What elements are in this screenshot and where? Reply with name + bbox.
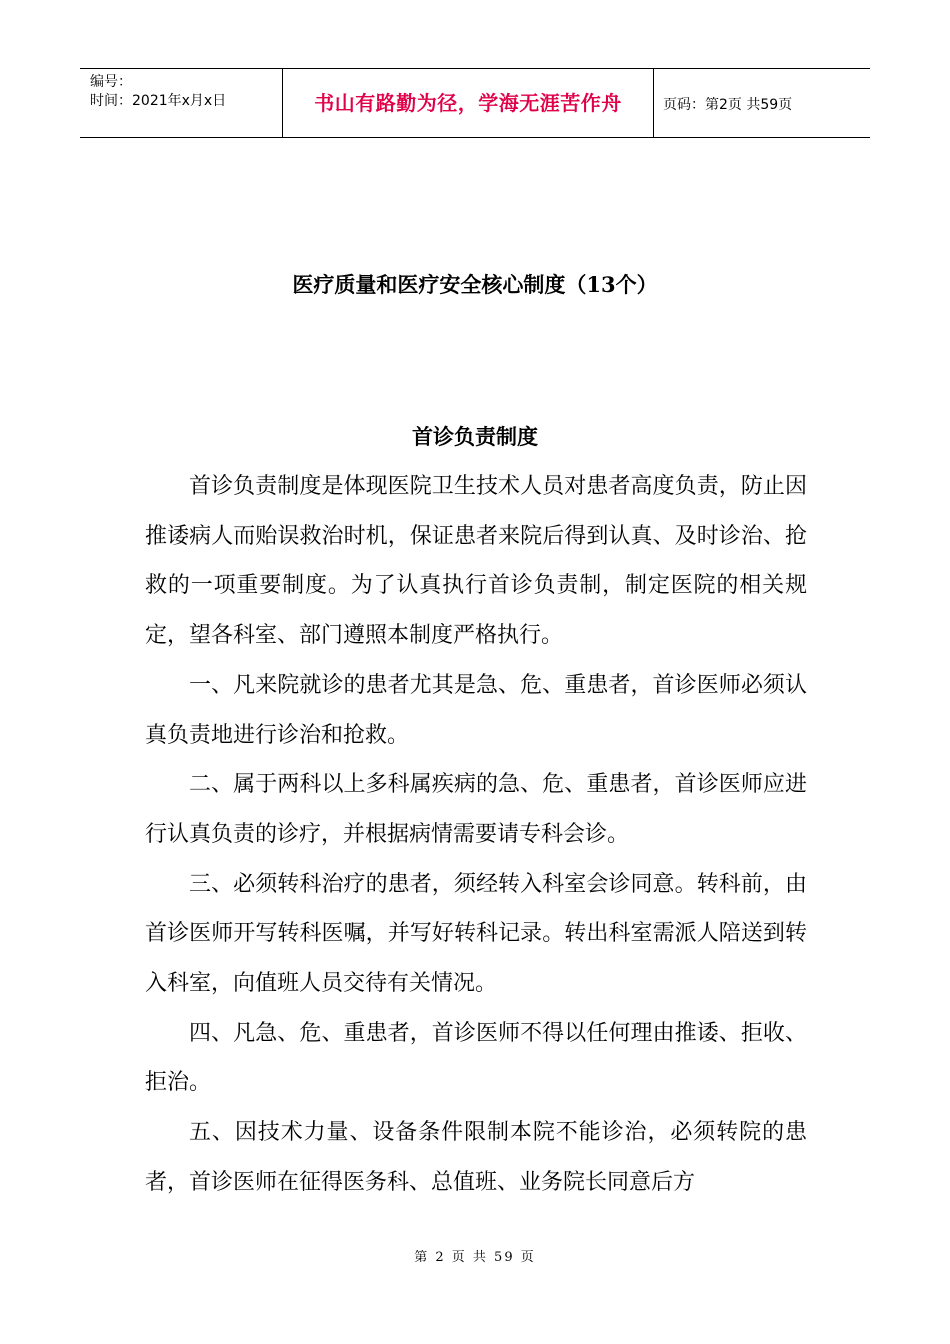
header-motto: 书山有路勤为径，学海无涯苦作舟 [314,91,622,115]
paragraph: 首诊负责制度是体现医院卫生技术人员对患者高度负责，防止因推诿病人而贻误救治时机，保证患者来院后得到认真、及时诊治、抢救的一项重要制度。为了认真执行首诊负责制，制定医院的相关规定，望各科室、部门遵照本制度严格执行。 [145,474,807,649]
header-meta-cell [80,69,283,137]
paragraph: 五、因技术力量、设备条件限制本院不能诊治，必须转院的患者，首诊医师在征得医务科、总值班、业务院长同意后方 [145,1120,807,1195]
date-label: 时间：2021年x月x日 [90,93,227,109]
header-motto-cell [283,69,654,137]
paragraph: 一、凡来院就诊的患者尤其是急、危、重患者，首诊医师必须认真负责地进行诊治和抢救。 [145,672,807,748]
number-label: 编号： [90,74,132,90]
page-header [80,68,870,138]
section-title: 首诊负责制度 [412,424,538,449]
header-page-cell [654,69,870,137]
page-footer: 第 2 页 共 59 页 [414,1250,536,1265]
document-body [145,462,807,1208]
document-title: 医疗质量和医疗安全核心制度（13个） [292,272,658,297]
paragraph: 三、必须转科治疗的患者，须经转入科室会诊同意。转科前，由首诊医师开写转科医嘱，并写好转科记录。转出科室需派人陪送到转入科室，向值班人员交待有关情况。 [145,871,807,997]
paragraph: 四、凡急、危、重患者，首诊医师不得以任何理由推诿、拒收、拒治。 [145,1020,807,1096]
header-page-info: 页码：第2页 共59页 [663,97,793,113]
paragraph: 二、属于两科以上多科属疾病的急、危、重患者，首诊医师应进行认真负责的诊疗，并根据病情需要请专科会诊。 [145,772,807,847]
